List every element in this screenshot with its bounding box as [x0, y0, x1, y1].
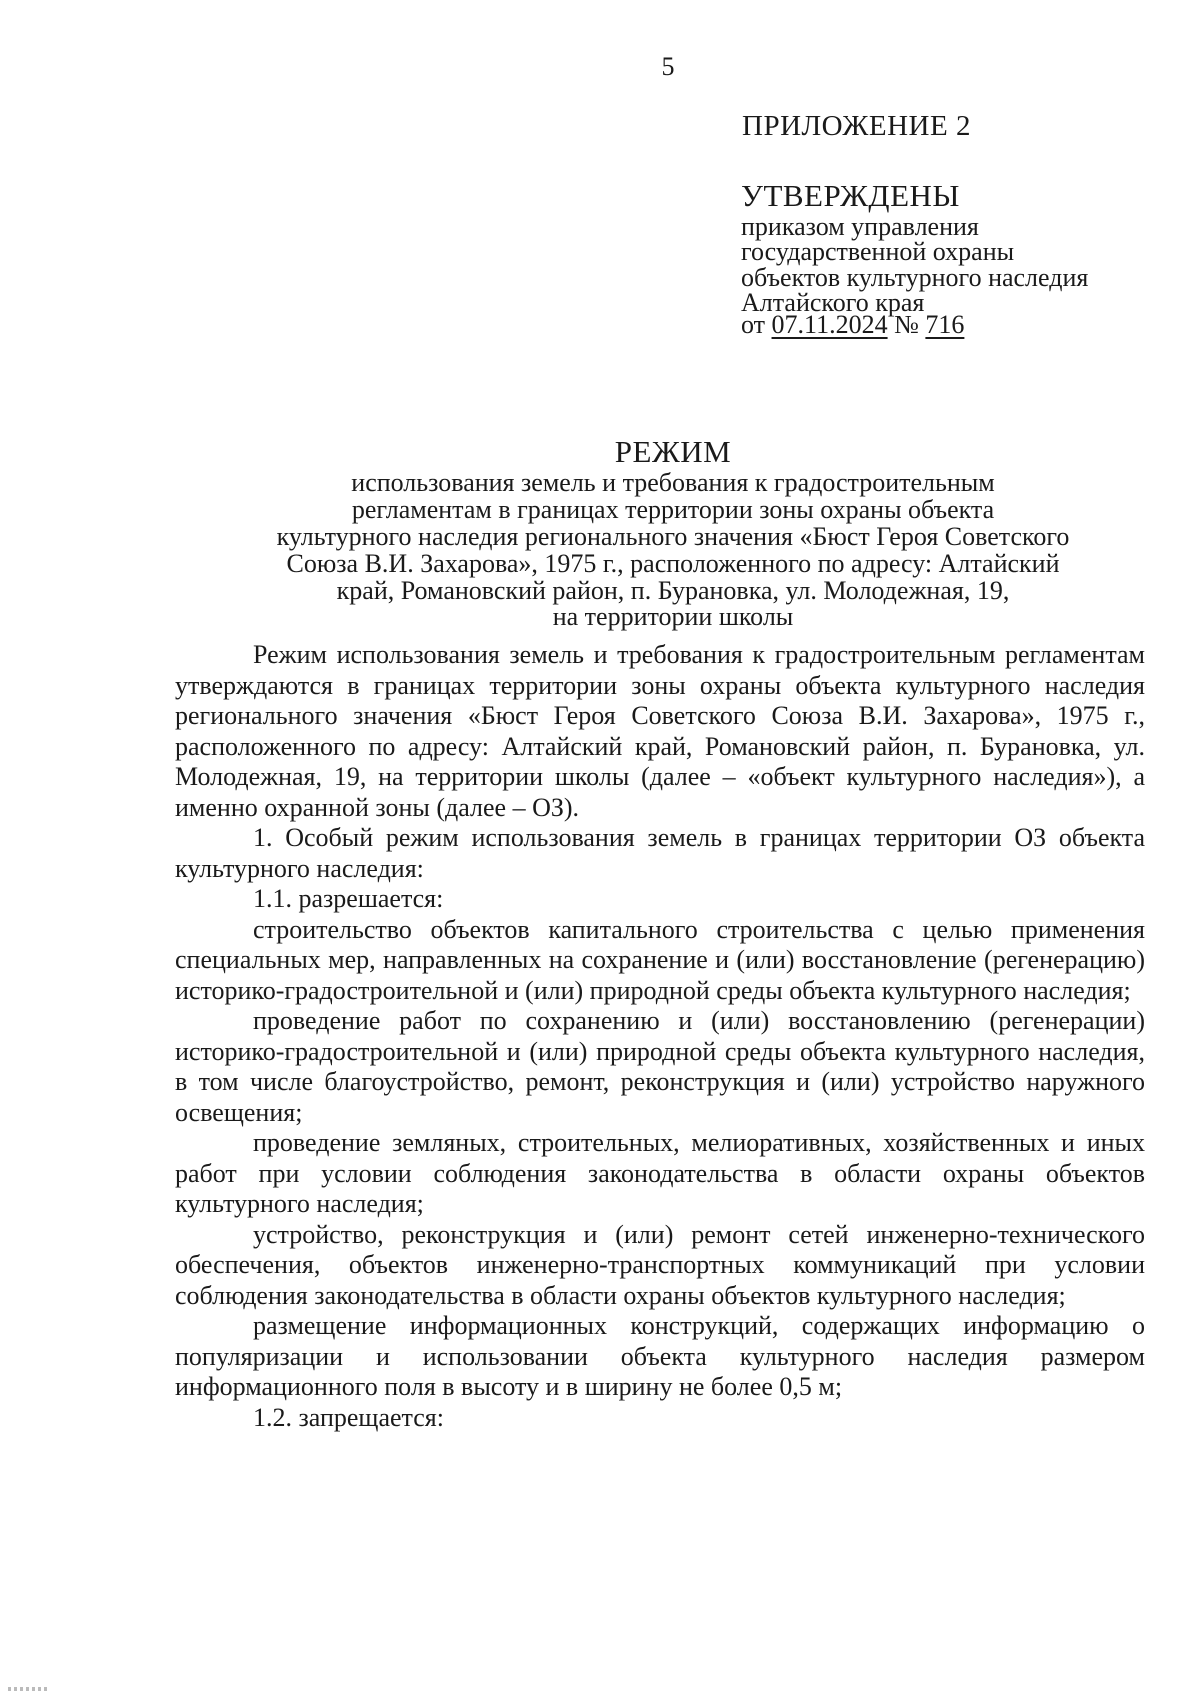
page-number: 5	[661, 52, 675, 81]
subtitle-line: использования земель и требования к градостроительным	[351, 468, 995, 497]
approval-heading: УТВЕРЖДЕНЫ	[741, 178, 960, 213]
document-body	[175, 640, 1145, 1433]
approval-date-line	[741, 312, 964, 338]
subtitle-line: на территории школы	[552, 602, 794, 631]
document-title: РЕЖИМ	[614, 434, 732, 469]
section-1-1-heading: 1.1. разрешается:	[253, 884, 444, 913]
date-prefix: от	[741, 310, 766, 339]
scan-artifact	[8, 1687, 48, 1691]
approval-number: 716	[925, 310, 965, 339]
permitted-item: проведение земляных, строительных, мелиоративных, хозяйственных и иных работ при условии соблюдения законодательства в области охраны объектов культурного наследия;	[175, 1128, 1145, 1218]
permitted-item: строительство объектов капитального строительства с целью применения специальных мер, направленных на сохранение и (или) восстановление (регенерацию) историко-градостроительной и (или) природной среды объекта культурного наследия;	[175, 914, 1145, 1005]
subtitle-line: культурного наследия регионального значения «Бюст Героя Советского	[276, 522, 1070, 551]
approval-line: приказом управления	[741, 212, 979, 241]
approval-date: 07.11.2024	[771, 310, 888, 339]
permitted-item: устройство, реконструкция и (или) ремонт сетей инженерно-технического обеспечения, объектов инженерно-транспортных коммуникаций при условии соблюдения законодательства в области охраны объектов культурного наследия;	[175, 1219, 1145, 1310]
number-sign: №	[894, 310, 919, 339]
approval-line: Алтайского края	[741, 288, 925, 317]
permitted-item: размещение информационных конструкций, содержащих информацию о популяризации и использовании объекта культурного наследия размером информационного поля в высоту и в ширину не более 0,5 м;	[175, 1311, 1145, 1401]
section-1-2-heading: 1.2. запрещается:	[253, 1402, 444, 1432]
approval-line: объектов культурного наследия	[741, 263, 1089, 292]
subtitle-line: Союза В.И. Захарова», 1975 г., расположенного по адресу: Алтайский	[286, 549, 1060, 578]
approval-line: государственной охраны	[741, 237, 1015, 266]
intro-paragraph: Режим использования земель и требования к градостроительным регламентам утверждаются в границах территории зоны охраны объекта культурного наследия регионального значения «Бюст Героя Советского Союза В.И. Захарова», 1975 г., расположенного по адресу: Алтайский край, Романовский район, п. Бурановка, ул. Молодежная, 19, на территории школы (далее – «объект культурного наследия»), а именно охранной зоны (далее – ОЗ).	[175, 640, 1145, 822]
section-1-paragraph: 1. Особый режим использования земель в границах территории ОЗ объекта культурного наследия:	[175, 823, 1145, 883]
appendix-heading: ПРИЛОЖЕНИЕ 2	[742, 110, 971, 142]
subtitle-line: регламентам в границах территории зоны охраны объекта	[351, 495, 995, 524]
subtitle-line: край, Романовский район, п. Бурановка, ул. Молодежная, 19,	[336, 576, 1010, 605]
permitted-item: проведение работ по сохранению и (или) восстановлению (регенерации) историко-градостроительной и (или) природной среды объекта культурного наследия, в том числе благоустройство, ремонт, реконструкция и (или) устройство наружного освещения;	[175, 1006, 1145, 1127]
